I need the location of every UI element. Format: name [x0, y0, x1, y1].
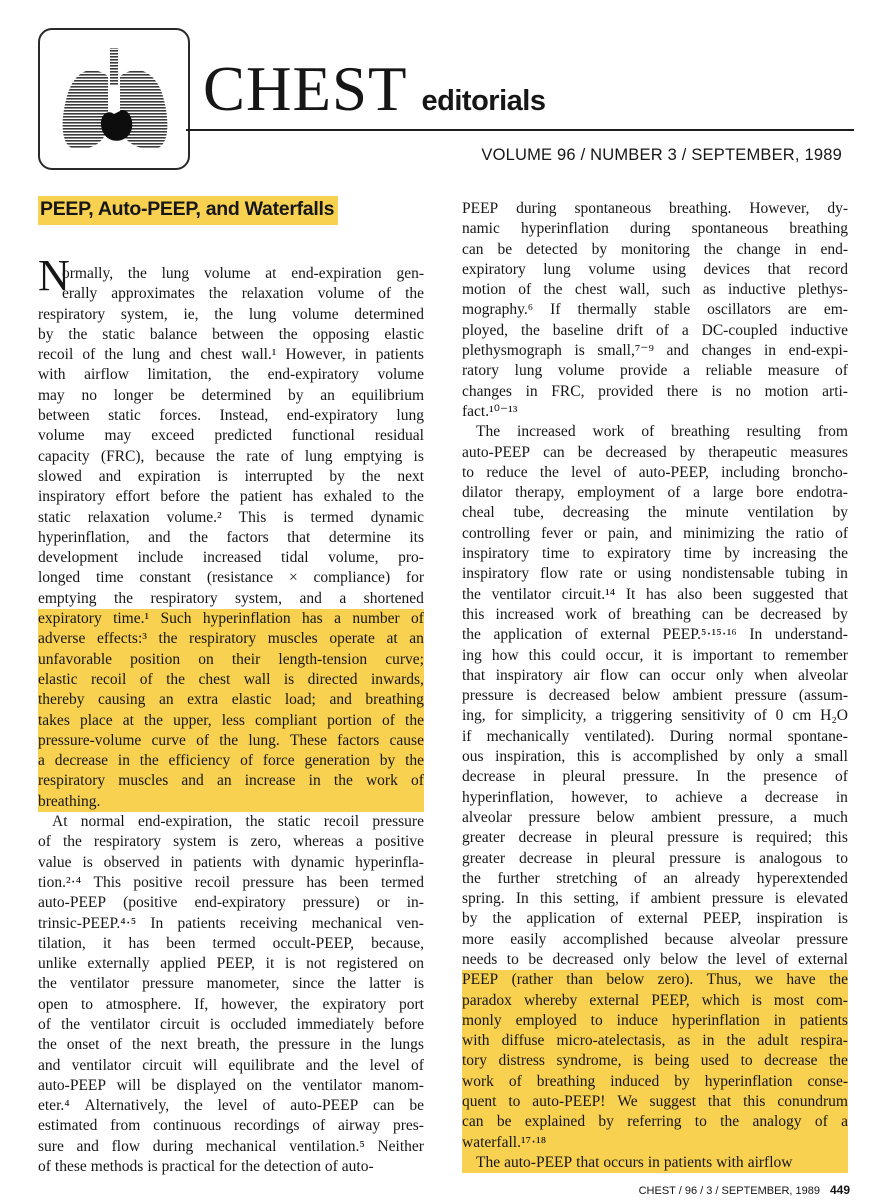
text-line: more easily accomplished because alveolar pressure — [462, 930, 848, 948]
text-line: fact.¹⁰⁻¹³ — [462, 402, 518, 420]
text-line: can be detected by monitoring the change in end- — [462, 240, 848, 258]
text-line: ployed, the baseline drift of a DC-coupled inductive — [462, 321, 848, 339]
page-number: 449 — [829, 1183, 850, 1197]
text-line: erally approximates the relaxation volume of the — [62, 285, 424, 303]
text-line: namic hyperinflation during spontaneous breathing — [462, 220, 848, 238]
text-line: by the static balance between the opposing elastic — [38, 325, 424, 343]
text-line: ing how this could occur, it is important to remember — [462, 646, 848, 664]
text-line: thereby causing an extra elastic load; and breathing — [38, 690, 424, 710]
text-line: capacity (FRC), because the rate of lung emptying is — [38, 447, 424, 465]
text-line: work of breathing induced by hyperinflation conse- — [462, 1072, 848, 1092]
text-line: inspiratory effort before the patient has exhaled to the — [38, 488, 424, 506]
text-line: elastic recoil of the chest wall is directed inwards, — [38, 670, 424, 690]
text-line: by the application of external PEEP, inspiration is — [462, 910, 848, 928]
text-line: longed time constant (resistance × compliance) for — [38, 569, 424, 587]
text-line: the ventilator pressure manometer, since the latter is — [38, 975, 424, 993]
article-column-right — [462, 199, 848, 1173]
text-line: cheal tube, decreasing the minute ventilation by — [462, 504, 848, 522]
text-line: volume may exceed predicted functional residual — [38, 427, 424, 445]
text-line: trinsic-PEEP.⁴·⁵ In patients receiving mechanical ven- — [38, 914, 424, 932]
text-line: quent to auto-PEEP! We suggest that this conundrum — [462, 1092, 848, 1112]
text-line: of these methods is practical for the detection of auto- — [38, 1158, 374, 1176]
text-line: pressure is decreased below ambient pressure (assum- — [462, 687, 848, 705]
text-line: value is observed in patients with dynamic hyperinfla- — [38, 853, 424, 871]
text-line: spring. In this setting, if ambient pressure is elevated — [462, 890, 848, 908]
text-line: alveolar pressure below ambient pressure, a much — [462, 808, 848, 826]
running-head: CHEST / 96 / 3 / SEPTEMBER, 1989 — [638, 1185, 820, 1197]
text-line: pressure-volume curve of the lung. These factors cause — [38, 731, 424, 751]
text-line: needs to be decreased only below the level of external — [462, 950, 848, 968]
masthead — [203, 54, 546, 124]
text-line: can be explained by referring to the analogy of a — [462, 1112, 848, 1132]
text-line: and ventilator circuit will equilibrate and the level of — [38, 1056, 424, 1074]
text-line: static relaxation volume.² This is termed dynamic — [38, 508, 424, 526]
text-line: emptying the respiratory system, and a shortened — [38, 589, 424, 607]
text-line: mography.⁶ If thermally stable oscillators are em- — [462, 301, 848, 319]
page-footer — [639, 1183, 850, 1197]
text-line: tion.²·⁴ This positive recoil pressure has been termed — [38, 873, 424, 891]
text-line: of the respiratory system is zero, whereas a positive — [38, 833, 424, 851]
text-line: open to atmosphere. If, however, the expiratory port — [38, 995, 424, 1013]
text-line: ing, for simplicity, a triggering sensitivity of 0 cm H₂O — [462, 707, 848, 725]
text-line: with airflow limitation, the end-expiratory volume — [38, 366, 424, 384]
text-line: The auto-PEEP that occurs in patients with airflow — [462, 1153, 848, 1173]
text-line: auto-PEEP (positive end-expiratory pressure) or in- — [38, 894, 424, 912]
text-line: The increased work of breathing resulting from — [476, 423, 848, 441]
text-line: At normal end-expiration, the static recoil pressure — [52, 813, 424, 831]
text-line: of the ventilator circuit is occluded immediately before — [38, 1015, 424, 1033]
text-line: estimated from continuous recordings of airway pres- — [38, 1117, 424, 1135]
lungs-logo-icon — [48, 44, 180, 156]
text-line: controlling fever or pain, and minimizing the ratio of — [462, 524, 848, 542]
text-line: motion of the chest wall, such as inductive plethys- — [462, 281, 848, 299]
article-title: PEEP, Auto-PEEP, and Waterfalls — [38, 196, 338, 225]
text-line: to reduce the level of auto-PEEP, including broncho- — [462, 463, 848, 481]
text-line: PEEP (rather than below zero). Thus, we have the — [462, 970, 848, 990]
text-line: if mechanically ventilated). During normal spontane- — [462, 727, 848, 745]
text-line: the application of external PEEP.⁵·¹⁵·¹⁶ In understand- — [462, 626, 848, 644]
text-line: unlike externally applied PEEP, it is not registered on — [38, 955, 424, 973]
text-line: expiratory lung volume using devices that record — [462, 260, 848, 278]
volume-line: VOLUME 96 / NUMBER 3 / SEPTEMBER, 1989 — [481, 146, 842, 164]
text-line: a decrease in the efficiency of force generation by the — [38, 751, 424, 771]
text-line: greater decrease in pleural pressure is analogous to — [462, 849, 848, 867]
text-line: that inspiratory air flow can occur only when alveolar — [462, 666, 848, 684]
text-line: slowed and expiration is interrupted by the next — [38, 467, 424, 485]
article-column-left — [38, 264, 424, 1177]
text-line: eter.⁴ Alternatively, the level of auto-PEEP can be — [38, 1097, 424, 1115]
text-line: adverse effects:³ the respiratory muscles operate at an — [38, 629, 424, 649]
journal-name: CHEST — [203, 54, 408, 124]
text-line: recoil of the lung and chest wall.¹ However, in patients — [38, 346, 424, 364]
text-line: the further stretching of an already hyperextended — [462, 869, 848, 887]
text-line: inspiratory flow rate or using nondistensable tubing in — [462, 565, 848, 583]
text-line: ratory lung volume provide a reliable measure of — [462, 362, 848, 380]
text-line: decrease in pleural pressure. In the presence of — [462, 768, 848, 786]
text-line: expiratory time.¹ Such hyperinflation has a number of — [38, 609, 424, 629]
text-line: hyperinflation, and the factors that determine its — [38, 528, 424, 546]
text-line: PEEP during spontaneous breathing. However, dy- — [462, 200, 848, 217]
text-line: auto-PEEP will be displayed on the ventilator manom- — [38, 1076, 424, 1094]
text-line: ous inspiration, this is accomplished by only a small — [462, 748, 848, 766]
text-line: dilator therapy, employment of a large bore endotra- — [462, 484, 848, 502]
text-line: paradox whereby external PEEP, which is most com- — [462, 991, 848, 1011]
text-line: takes place at the upper, less compliant portion of the — [38, 711, 424, 731]
text-line: this increased work of breathing can be decreased by — [462, 605, 848, 623]
text-line: development include increased tidal volume, pro- — [38, 549, 424, 567]
text-line: with diffuse micro-atelectasis, as in the adult respira- — [462, 1031, 848, 1051]
text-line: the ventilator circuit.¹⁴ It has also been suggested that — [462, 585, 848, 603]
text-line: respiratory system, ie, the lung volume determined — [38, 305, 424, 323]
text-line: between static forces. Instead, end-expiratory lung — [38, 407, 424, 425]
text-line: may no longer be determined by an equilibrium — [38, 386, 424, 404]
text-line: the onset of the next breath, the pressure in the lungs — [38, 1036, 424, 1054]
text-line: inspiratory time to expiratory time by increasing the — [462, 545, 848, 563]
text-line: tilation, it has been termed occult-PEEP, because, — [38, 934, 424, 952]
text-line: changes in FRC, provided there is no motion arti- — [462, 382, 848, 400]
text-line: monly employed to induce hyperinflation in patients — [462, 1011, 848, 1031]
text-line: breathing. — [38, 792, 424, 812]
drop-cap: N — [38, 251, 70, 300]
text-line: greater decrease in pleural pressure is required; this — [462, 829, 848, 847]
text-line: respiratory muscles and an increase in the work of — [38, 771, 424, 791]
header-rule — [186, 129, 854, 131]
text-line: plethysmograph is small,⁷⁻⁹ and changes in end-expi- — [462, 342, 848, 360]
journal-logo — [38, 28, 190, 170]
section-name: editorials — [421, 85, 546, 117]
text-line: tory distress syndrome, is being used to decrease the — [462, 1051, 848, 1071]
text-line: unfavorable position on their length-tension curve; — [38, 650, 424, 670]
text-line: auto-PEEP can be decreased by therapeutic measures — [462, 443, 848, 461]
text-line: sure and flow during mechanical ventilation.⁵ Neither — [38, 1137, 424, 1155]
text-line: ormally, the lung volume at end-expiration gen- — [62, 265, 424, 282]
text-line: hyperinflation, however, to achieve a decrease in — [462, 788, 848, 806]
text-line: waterfall.¹⁷·¹⁸ — [462, 1133, 848, 1153]
